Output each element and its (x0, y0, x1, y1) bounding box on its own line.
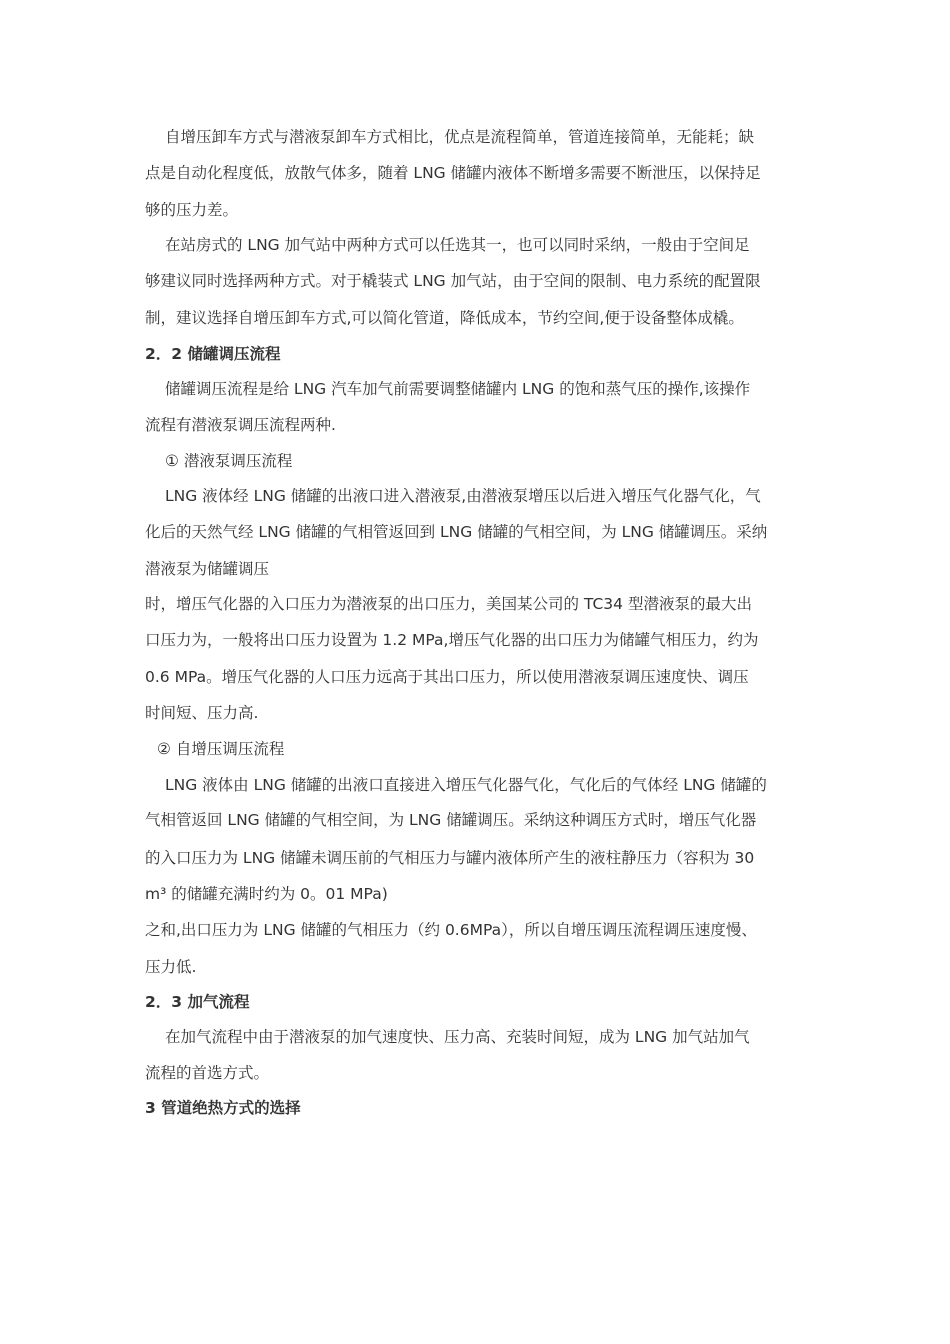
paragraph-line: 在站房式的 LNG 加气站中两种方式可以任选其一，也可以同时采纳，一般由于空间足 (165, 236, 750, 254)
section-heading: 2．3 加气流程 (145, 993, 250, 1011)
paragraph-line: 够的压力差。 (145, 201, 239, 219)
paragraph-line: 储罐调压流程是给 LNG 汽车加气前需要调整储罐内 LNG 的饱和蒸气压的操作,该操作 (165, 380, 751, 398)
paragraph-line: m³ 的储罐充满时约为 0。01 MPa) (145, 885, 388, 903)
paragraph-line: 的入口压力为 LNG 储罐未调压前的气相压力与罐内液体所产生的液柱静压力（容积为 30 (145, 849, 755, 867)
paragraph-line: 0.6 MPa。增压气化器的人口压力远高于其出口压力，所以使用潜液泵调压速度快、调压 (145, 668, 749, 686)
subheading: ② 自增压调压流程 (157, 740, 285, 758)
paragraph-line: LNG 液体由 LNG 储罐的出液口直接进入增压气化器气化，气化后的气体经 LNG 储罐的 (165, 776, 767, 794)
paragraph-line: 压力低. (145, 958, 197, 976)
section-heading: 2．2 储罐调压流程 (145, 345, 281, 363)
paragraph-line: 化后的天然气经 LNG 储罐的气相管返回到 LNG 储罐的气相空间，为 LNG 储罐调压。采纳 (145, 523, 768, 541)
paragraph-line: LNG 液体经 LNG 储罐的出液口进入潜液泵,由潜液泵增压以后进入增压气化器气化，气 (165, 487, 761, 505)
paragraph-line: 够建议同时选择两种方式。对于橇装式 LNG 加气站，由于空间的限制、电力系统的配置限 (145, 272, 761, 290)
paragraph-line: 自增压卸车方式与潜液泵卸车方式相比，优点是流程简单，管道连接简单，无能耗；缺 (165, 128, 755, 146)
paragraph-line: 之和,出口压力为 LNG 储罐的气相压力（约 0.6MPa），所以自增压调压流程调压速度慢、 (145, 921, 757, 939)
paragraph-line: 在加气流程中由于潜液泵的加气速度快、压力高、充装时间短，成为 LNG 加气站加气 (165, 1028, 750, 1046)
paragraph-line: 时间短、压力高. (145, 704, 259, 722)
paragraph-line: 制，建议选择自增压卸车方式,可以简化管道，降低成本，节约空间,便于设备整体成橇。 (145, 309, 744, 327)
paragraph-line: 口压力为，一般将出口压力设置为 1.2 MPa,增压气化器的出口压力为储罐气相压力，约为 (145, 631, 759, 649)
section-heading: 3 管道绝热方式的选择 (145, 1099, 301, 1117)
paragraph-line: 时，增压气化器的入口压力为潜液泵的出口压力，美国某公司的 TC34 型潜液泵的最大出 (145, 595, 752, 613)
paragraph-line: 点是自动化程度低，放散气体多，随着 LNG 储罐内液体不断增多需要不断泄压，以保持足 (145, 164, 761, 182)
subheading: ① 潜液泵调压流程 (165, 452, 293, 470)
paragraph-line: 潜液泵为储罐调压 (145, 560, 270, 578)
paragraph-line: 流程的首选方式。 (145, 1064, 270, 1082)
paragraph-line: 气相管返回 LNG 储罐的气相空间，为 LNG 储罐调压。采纳这种调压方式时，增压气化器 (145, 811, 757, 829)
paragraph-line: 流程有潜液泵调压流程两种. (145, 416, 336, 434)
